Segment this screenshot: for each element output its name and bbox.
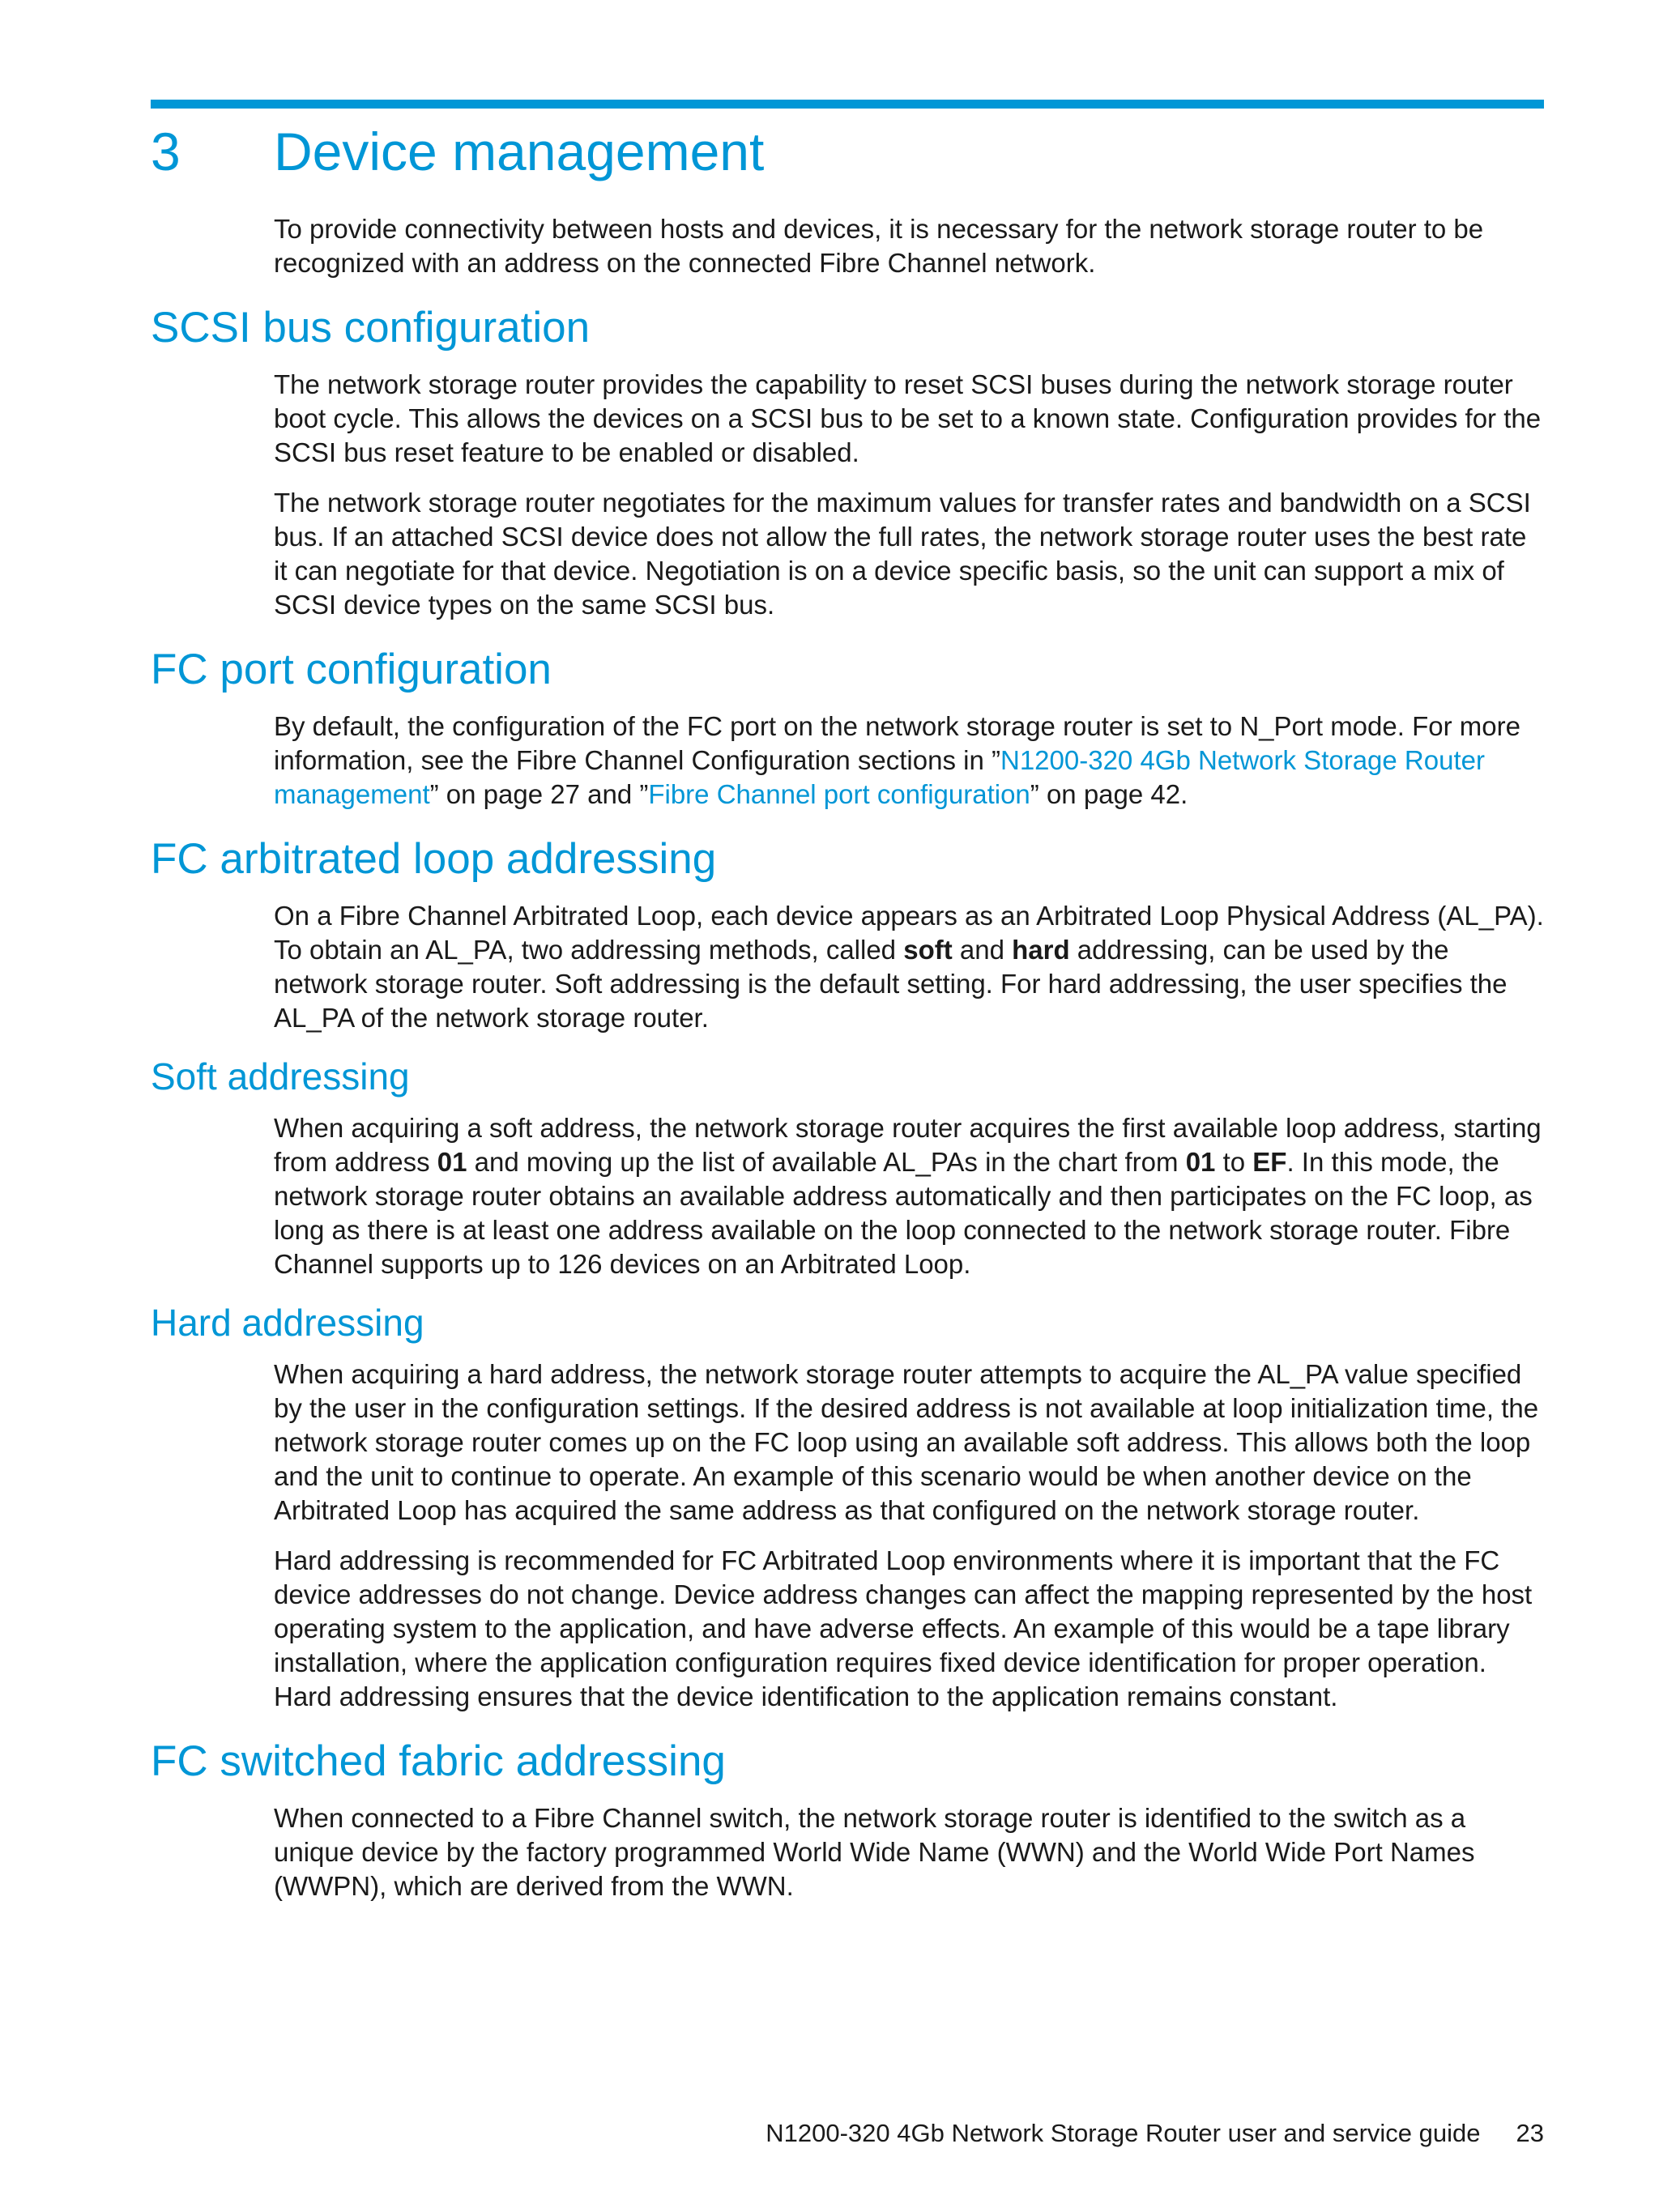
page-number: 23 [1516, 2119, 1544, 2147]
heading-fc-switched-fabric-addressing: FC switched fabric addressing [151, 1737, 726, 1785]
soft-bold-01: 01 [1185, 1147, 1216, 1177]
scsi-paragraph-1: The network storage router provides the capability to reset SCSI buses during the network storage router boot cycle. This allows the devices on a SCSI bus to be set to a known state. Configuration provides for the SCSI bus reset feature to be enabled or disabled. [274, 369, 1542, 467]
page-footer [766, 2117, 1544, 2150]
soft-text-4: . In this mode, the network storage router obtains an available address automatically and then participates on the FC loop, as long as there is at least one address available on the loop connected to the network storage router. Fibre Channel supports up to 126 devices on an Arbitrated Loop. [274, 1147, 1533, 1279]
arb-text-3: addressing, can be used by the network storage router. Soft addressing is the default setting. For hard addressing, the user specifies the AL_PA of the network storage router. [274, 935, 1508, 1033]
heading-fc-port-configuration: FC port configuration [151, 646, 552, 693]
heading-hard-addressing: Hard addressing [151, 1302, 424, 1344]
footer-document-title: N1200-320 4Gb Network Storage Router user and service guide [766, 2119, 1481, 2147]
chapter-rule [151, 100, 1544, 109]
chapter-title [151, 115, 1544, 188]
page-body [151, 212, 1544, 1920]
soft-text-1: When acquiring a soft address, the network storage router acquires the first available loop address, starting from address [274, 1113, 1542, 1177]
soft-bold-ef: EF [1252, 1147, 1287, 1177]
soft-addressing-paragraph [274, 1111, 1544, 1281]
fabric-paragraph: When connected to a Fibre Channel switch, the network storage router is identified to the switch as a unique device by the factory programmed World Wide Name (WWN) and the World Wide Port Names (WWPN), which are derived from the WWN. [274, 1803, 1475, 1901]
soft-text-3: to [1215, 1147, 1253, 1177]
heading-scsi-bus-configuration: SCSI bus configuration [151, 304, 591, 352]
scsi-paragraph-2: The network storage router negotiates for the maximum values for transfer rates and bandwidth on a SCSI bus. If an attached SCSI device does not allow the full rates, the network storage router uses the best rate it can negotiate for that device. Negotiation is on a device specific basis, so the unit can support a mix of SCSI device types on the same SCSI bus. [274, 488, 1531, 620]
hard-addressing-paragraph-1: When acquiring a hard address, the network storage router attempts to acquire the AL_PA value specified by the user in the configuration settings. If the desired address is not available at loop initialization time, the network storage router comes up on the FC loop using an available soft address. This allows both the loop and the unit to continue to operate. An example of this scenario would be when another device on the Arbitrated Loop has acquired the same address as that configured on the network storage router. [274, 1359, 1539, 1525]
fc-port-text-1: By default, the configuration of the FC port on the network storage router is set to N_Port mode. For more information, see the Fibre Channel Configuration sections in ” [274, 711, 1520, 775]
heading-fc-arbitrated-loop-addressing: FC arbitrated loop addressing [151, 835, 717, 883]
soft-bold-01-start: 01 [437, 1147, 467, 1177]
hard-addressing-paragraph-2: Hard addressing is recommended for FC Arbitrated Loop environments where it is important that the FC device addresses do not change. Device address changes can affect the mapping represented by the host operating system to the application, and have adverse effects. An example of this would be a tape library installation, where the application configuration requires fixed device identification for proper operation. Hard addressing ensures that the device identification to the application remains constant. [274, 1545, 1533, 1711]
xref-link-router-management[interactable]: N1200-320 4Gb Network Storage Router management [274, 745, 1485, 809]
fc-port-text-3: ” on page 42. [1030, 779, 1188, 809]
fc-port-text-2: ” on page 27 and ” [429, 779, 649, 809]
arb-bold-hard: hard [1012, 935, 1070, 965]
arb-text-2: and [952, 935, 1013, 965]
chapter-name: Device management [274, 121, 765, 181]
arb-text-1: On a Fibre Channel Arbitrated Loop, each device appears as an Arbitrated Loop Physical Address (AL_PA). To obtain an AL_PA, two addressing methods, called [274, 901, 1544, 965]
arb-bold-soft: soft [903, 935, 953, 965]
intro-paragraph: To provide connectivity between hosts and devices, it is necessary for the network storage router to be recognized with an address on the connected Fibre Channel network. [274, 214, 1484, 278]
heading-soft-addressing: Soft addressing [151, 1055, 410, 1097]
fc-port-paragraph [274, 710, 1544, 812]
xref-link-fc-port-configuration[interactable]: Fibre Channel port configuration [648, 779, 1030, 809]
chapter-number: 3 [151, 121, 181, 181]
soft-text-2: and moving up the list of available AL_PAs in the chart from [467, 1147, 1186, 1177]
arbitrated-loop-paragraph [274, 899, 1544, 1035]
